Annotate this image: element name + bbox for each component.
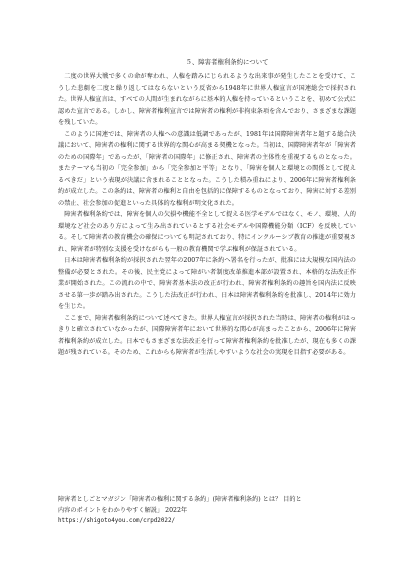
citation-line-1: 障害者としごとマガジン「障害者の権利に関する条約」(障害者権利条約) とは？ 目的と (58, 496, 302, 503)
source-citation (58, 494, 358, 527)
paragraph-1: 二度の世界大戦で多くの命が奪われ、人権を踏みにじられるような出来事が発生したことを受けて、こうした悲劇を二度と繰り返してはならないという反省から1948年に世界人権宣言が国連総会で採択された。世界人権宣言は、すべての人間が生まれながらに基本的人権を持っているということを、初めて公式に認めた宣言である。しかし、障害者権利宣言では障害者の権利が非拘束条項を含んでおり、さまざまな課題を残していた。 (58, 73, 356, 126)
document-body (58, 58, 356, 359)
source-url: https://shigoto4you.com/crpd2022/ (58, 518, 176, 524)
paragraph-2: このように国連では、障害者の人権への意識は低調であったが、1981年は国際障害者年と題する総合決議において、障害者の権利に関する世界的な関心が高まる契機となった。当初は、国際障害者年が「障害者のための国際年」であったが、「障害者の国際年」に修正され、障害者の主体性を重視するものとなった。またテーマも当初の「完全参加」から「完全参加と平等」となり、「障害を個人と環境との関係として捉えるべきだ」という表現が決議に含まれることとなった。こうした積み重ねにより、2006年に障害者権利条約が成立した。この条約は、障害者の権利と自由を包括的に保障するものとなっており、障害に対する差別の禁止、社会参加の促進といった具体的な権利が明文化された。 (58, 130, 356, 207)
section-heading: ５、障害者権利条約について (185, 58, 269, 66)
paragraph-4: 日本は障害者権利条約が採択された翌年の2007年に条約へ署名を行ったが、批准には大規模な国内法の整備が必要とされた。その後、民主党によって障がい者制度改革推進本部が設置され、本格的な法改正作業が開始された。この流れの中で、障害者基本法の改正が行われ、障害者権利条約の趣旨を国内法に反映させる第一歩が踏み出された。こうした法改正が行われ、日本は障害者権利条約を批准し、2014年に効力を生じた。 (58, 257, 356, 310)
citation-line-2: 内容のポイントをわかりやすく解説」 2022年 (58, 507, 188, 514)
paragraph-5: ここまで、障害者権利条約について述べてきた。世界人権宣言が採択された当時は、障害者の権利がはっきりと確立されていなかったが、国際障害者年において世界的な関心が高まったことから、2006年に障害者権利条約が成立した。日本でもさまざまな法改正を行って障害者権利条約を批准したが、現在も多くの課題が残されている。そのため、これからも障害者が生活しやすいような社会の実現を目指す必要がある。 (58, 314, 356, 356)
paragraph-3: 障害者権利条約では、障害を個人の欠損や機能不全として捉える医学モデルではなく、モノ、環境、人的環境など社会のあり方によって生み出されているとする社会モデルや国際機能分類（ICF）を反映している。そして障害者の教育機会の確保についても明記されており、特にインクルーシブ教育の推進が重要視され、障害者が特別な支援を受けながらも一般の教育機関で学ぶ権利が保証されている。 (58, 211, 356, 253)
